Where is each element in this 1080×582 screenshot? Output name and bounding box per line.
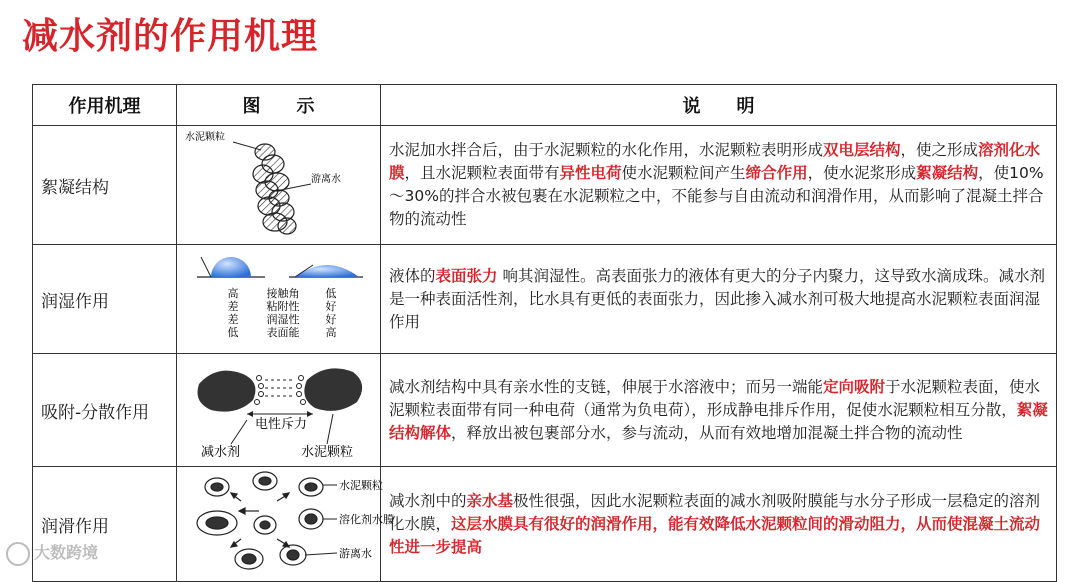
explanation-text: 液体的	[389, 266, 436, 285]
label-free-water: 游离水	[339, 547, 372, 560]
highlight-term: 亲水基	[466, 491, 514, 510]
watermark-text: 大数跨境	[34, 543, 99, 562]
explanation-text: 使水泥颗粒间产生	[621, 164, 746, 182]
label-cement-particle: 水泥颗粒	[185, 132, 225, 143]
explanation-cell	[381, 354, 1057, 467]
highlight-term: 溶剂化水膜	[389, 141, 1041, 182]
wet-mid-1: 粘附性	[266, 300, 300, 313]
table-row	[33, 467, 1057, 582]
flocculation-diagram	[177, 126, 381, 240]
highlight-term: 这层水膜具有很好的润滑作用，能有效降低水泥颗粒间的滑动阻力，从而使混凝土流动性进一步提高	[389, 514, 1041, 556]
label-solvation-film: 溶化剂水膜	[339, 513, 394, 526]
mechanism-cell: 润湿作用	[33, 245, 177, 354]
highlight-term: 絮凝结构	[916, 164, 979, 182]
wet-left-0: 高	[227, 287, 239, 300]
wet-right-1: 好	[325, 300, 337, 313]
explanation-text: 减水剂中的	[389, 491, 467, 510]
highlight-term: 异性电荷	[559, 164, 622, 182]
header-mechanism: 作用机理	[33, 85, 177, 126]
explanation-text: 于水泥颗粒表面，使水泥颗粒表面带有同一种电荷（通常为负电荷），形成静电排斥作用，促使水泥颗粒相互分散，	[389, 377, 1041, 419]
explanation-text: 水泥加水拌合后，由于水泥颗粒的水化作用，水泥颗粒表明形成	[389, 141, 824, 159]
diagram-cell	[177, 126, 381, 245]
wet-right-0: 低	[325, 287, 337, 300]
explanation-text: ，使水泥浆形成	[807, 164, 917, 182]
highlight-term: 表面张力	[435, 266, 498, 285]
lubrication-diagram	[177, 467, 394, 577]
explanation-text: ，使之形成	[900, 141, 979, 159]
wet-mid-0: 接触角	[266, 287, 300, 300]
wetting-diagram	[177, 245, 381, 349]
header-explanation: 说 明	[381, 85, 1057, 126]
explanation-text: 响其润湿性。高表面张力的液体有更大的分子内聚力，这导致水滴成珠。减水剂是一种表面活性剂，比水具有更低的表面张力，因此掺入减水剂可极大地提高水泥颗粒表面润湿作用	[389, 266, 1045, 331]
mechanism-cell: 润滑作用	[33, 467, 177, 582]
label-repulsion: 电性斥力	[254, 417, 308, 432]
explanation-cell	[381, 245, 1057, 354]
explanation-text: 减水剂结构中具有亲水性的支链，伸展于水溶液中；而另一端能	[389, 377, 824, 396]
explanation-text: 极性很强，因此水泥颗粒表面的减水剂吸附膜能与水分子形成一层稳定的溶剂化水膜，	[389, 491, 1041, 533]
label-cement-particle: 水泥颗粒	[301, 445, 354, 460]
mechanism-table	[32, 84, 1057, 582]
highlight-term: 缔合作用	[745, 164, 808, 182]
explanation-cell	[381, 467, 1057, 582]
mechanism-cell: 絮凝结构	[33, 126, 177, 245]
wet-right-2: 好	[325, 313, 337, 326]
label-free-water: 游离水	[311, 174, 341, 185]
highlight-term: 双电层结构	[823, 141, 901, 159]
mechanism-cell: 吸附-分散作用	[33, 354, 177, 467]
label-cement-particle: 水泥颗粒	[339, 479, 383, 492]
table-row	[33, 126, 1057, 245]
table-header-row	[33, 85, 1057, 126]
explanation-text: ，释放出被包裹部分水，参与流动，从而有效地增加混凝土拌合物的流动性	[451, 423, 963, 442]
label-water-reducer: 减水剂	[201, 445, 241, 460]
dispersion-diagram	[177, 354, 381, 462]
highlight-term: 定向吸附	[823, 377, 886, 396]
wet-right-3: 高	[325, 326, 337, 339]
wet-left-1: 差	[227, 300, 239, 313]
table-row	[33, 245, 1057, 354]
highlight-term: 絮凝结构解体	[389, 400, 1048, 442]
diagram-cell	[177, 467, 394, 582]
wet-mid-2: 润湿性	[266, 313, 300, 326]
table-row	[33, 354, 1057, 467]
wet-left-2: 差	[227, 313, 239, 326]
explanation-text: ，且水泥颗粒表面带有	[404, 164, 560, 182]
explanation-text: ，使10%～30%的拌合水被包裹在水泥颗粒之中，不能参与自由流动和润滑作用，从而影响了混凝土拌合物的流动性	[389, 164, 1044, 228]
diagram-cell	[177, 354, 381, 467]
wet-mid-3: 表面能	[266, 326, 300, 339]
explanation-cell	[381, 126, 1057, 245]
diagram-cell	[177, 245, 381, 354]
wet-left-3: 低	[227, 326, 239, 339]
page-title: 减水剂的作用机理	[22, 16, 319, 57]
header-diagram: 图 示	[177, 85, 381, 126]
watermark-logo-icon	[6, 542, 30, 566]
watermark	[6, 540, 98, 566]
